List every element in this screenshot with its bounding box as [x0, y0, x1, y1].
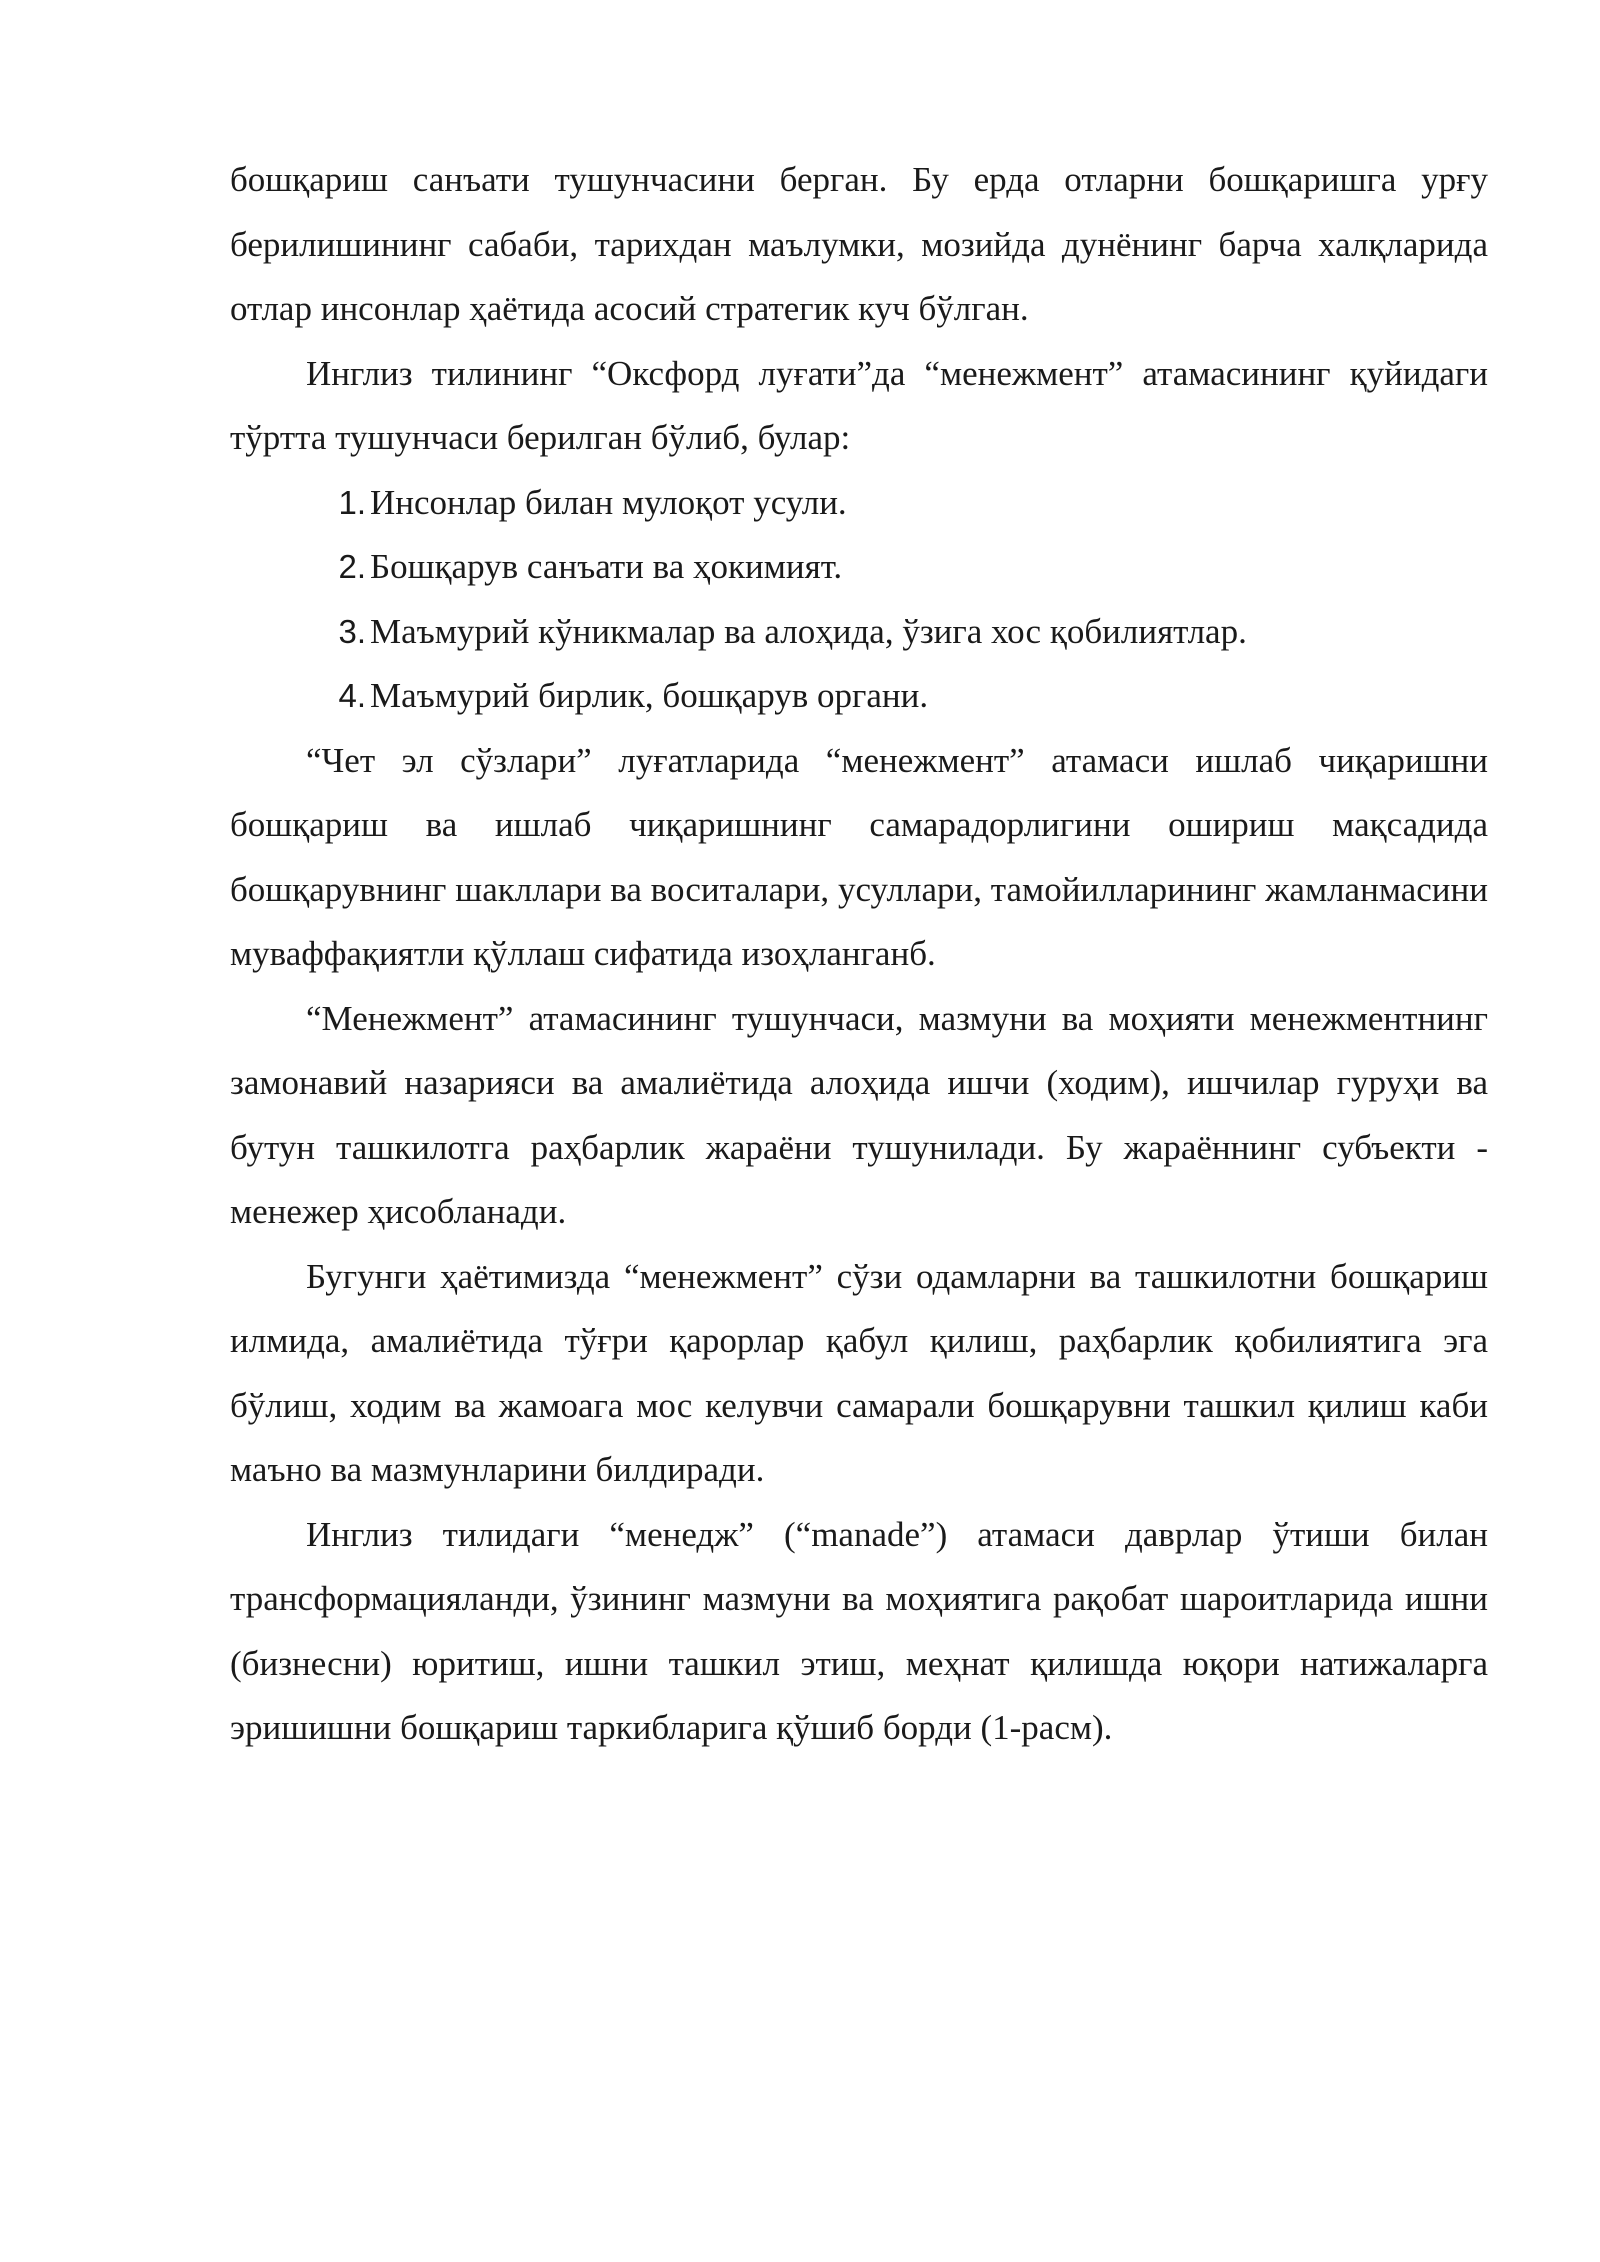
list-item-text: Инсонлар билан мулоқот усули. — [370, 482, 847, 522]
body-text — [230, 148, 1488, 1761]
paragraph-foreign-words: “Чет эл сўзлари” луғатларида “менежмент” атамаси ишлаб чиқаришни бошқариш ва ишлаб чиқаришнинг самарадорлигини ошириш мақсадида бошқарувнинг шакллари ва воситалари, усуллари, тамойилларининг жамланмасини муваффақиятли қўллаш сифатида изоҳланганб. — [230, 740, 1488, 973]
paragraph-oxford-intro: Инглиз тилининг “Оксфорд луғати”да “менежмент” атамасининг қуйидаги тўртта тушунчаси берилган бўлиб, булар: — [230, 353, 1488, 457]
list-item-number: 1. — [338, 483, 366, 521]
paragraph-manage-term: Инглиз тилидаги “менедж” (“manade”) атамаси даврлар ўтиши билан трансформацияланди, ўзининг мазмуни ва моҳиятига рақобат шароитларида ишни (бизнесни) юритиш, ишни ташкил этиш, меҳнат қилишда юқори натижаларга эришишни бошқариш таркибларига қўшиб борди (1-расм). — [230, 1514, 1488, 1747]
paragraph-continuation: бошқариш санъати тушунчасини берган. Бу ерда отларни бошқаришга урғу берилишининг сабаби, тарихдан маълумки, мозийда дунёнинг барча халқларида отлар инсонлар ҳаётида асосий стратегик куч бўлган. — [230, 160, 1488, 328]
list-item — [230, 664, 1488, 729]
list-item-text: Маъмурий бирлик, бошқарув органи. — [370, 676, 929, 715]
list-item — [230, 471, 1488, 536]
list-item-number: 2. — [338, 548, 366, 585]
list-item — [230, 535, 1488, 600]
list-item-text: Бошқарув санъати ва ҳокимият. — [370, 547, 843, 586]
list-item-number: 4. — [338, 677, 366, 714]
list-item-number: 3. — [338, 612, 366, 650]
definitions-list — [230, 471, 1488, 729]
list-item — [230, 600, 1488, 665]
paragraph-management-essence: “Менежмент” атамасининг тушунчаси, мазмуни ва моҳияти менежментнинг замонавий назарияси ва амалиётида алоҳида ишчи (ходим), ишчилар гуруҳи ва бутун ташкилотга раҳбарлик жараёни тушунилади. Бу жараённинг субъекти - менежер ҳисобланади. — [230, 998, 1488, 1231]
list-item-text: Маъмурий кўникмалар ва алоҳида, ўзига хос қобилиятлар. — [370, 611, 1247, 651]
paragraph-today-meaning: Бугунги ҳаётимизда “менежмент” сўзи одамларни ва ташкилотни бошқариш илмида, амалиётида тўғри қарорлар қабул қилиш, раҳбарлик қобилиятига эга бўлиш, ходим ва жамоага мос келувчи самарали бошқарувни ташкил қилиш каби маъно ва мазмунларини билдиради. — [230, 1256, 1488, 1489]
